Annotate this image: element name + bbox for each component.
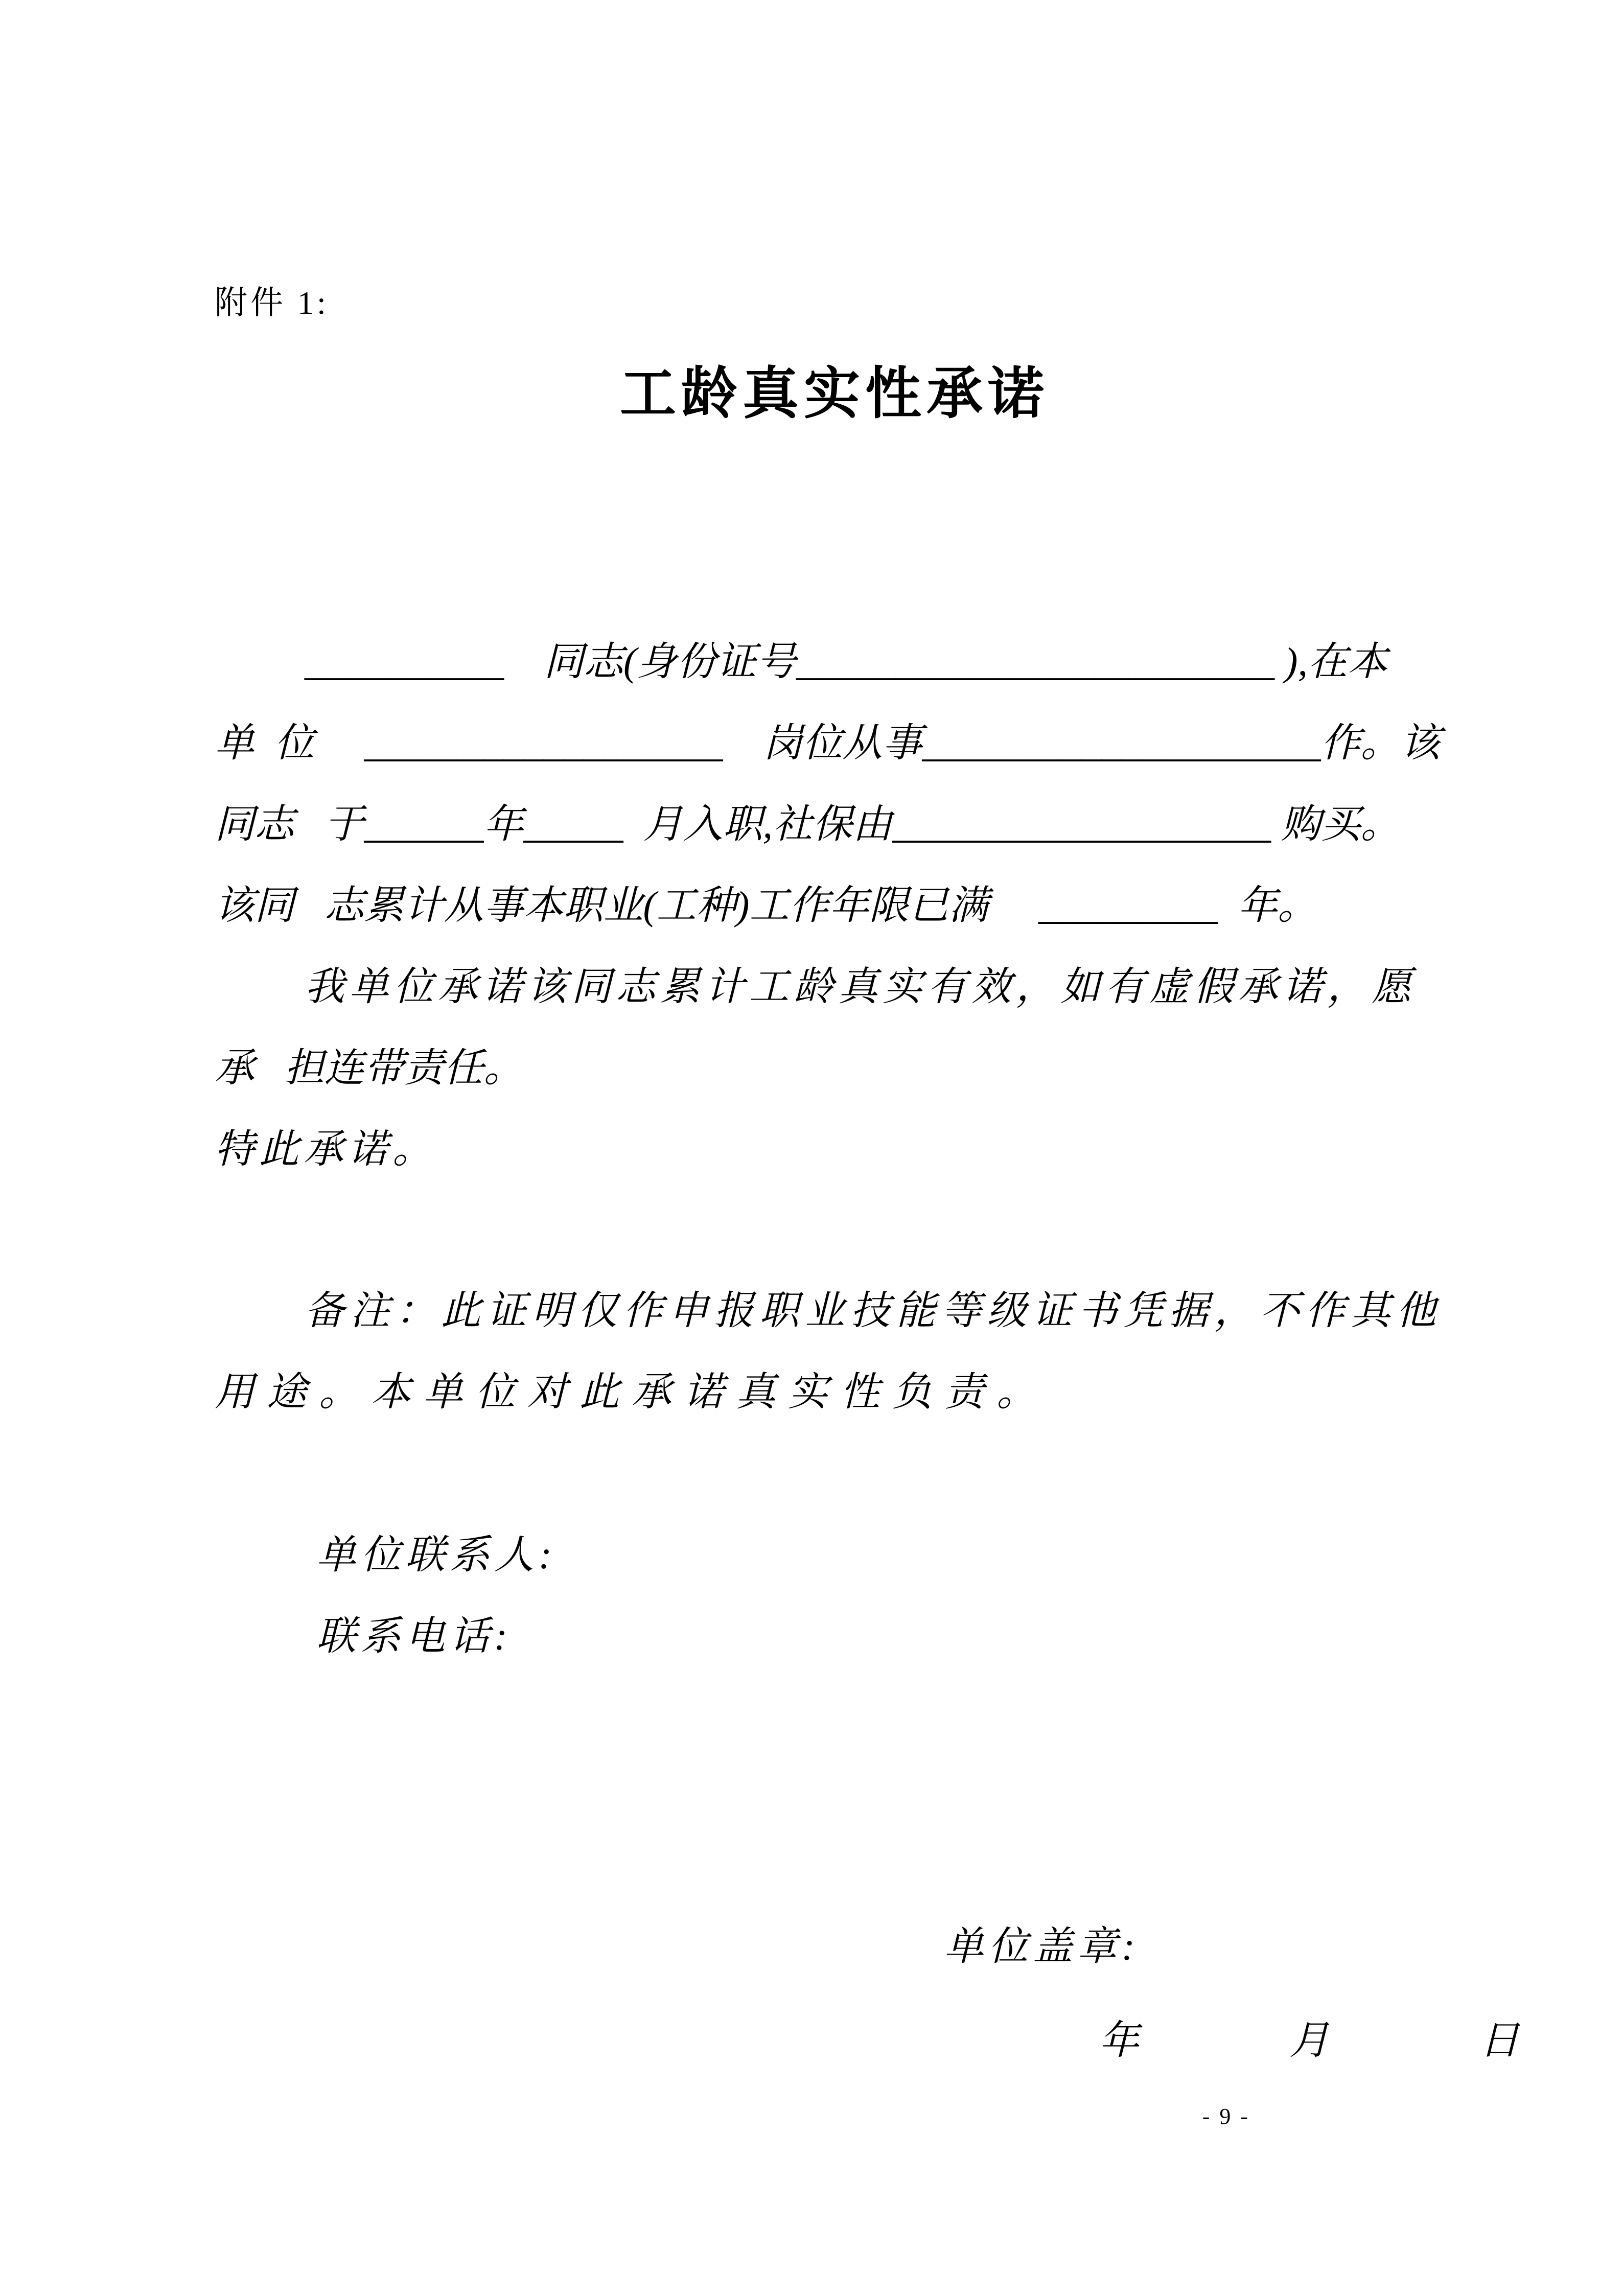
body-text: [215, 621, 1524, 2081]
line-note-part1: 备注：此证明仅作申报职业技能等级证书凭据，不作其他: [305, 1288, 1442, 1333]
contact-phone-label: 联系电话:: [316, 1614, 512, 1658]
date-line: 年 月 日: [1099, 2018, 1524, 2062]
line-years-of-service: 该同 志累计从事本职业(工种)工作年限已满 _________ 年。: [215, 883, 1317, 927]
document-content: [0, 279, 1623, 2132]
document-title: 工龄真实性承诺: [620, 363, 1049, 425]
line-name-and-id: __________ 同志(身份证号________________________ ),在本: [305, 639, 1387, 684]
line-commitment-part1: 我单位承诺该同志累计工龄真实有效，如有虚假承诺，愿: [305, 964, 1417, 1009]
line-entry-date-and-social-insurance: 同志 于______年_____ 月入职,社保由___________________ 购买。: [215, 802, 1401, 846]
seal-label: 单位盖章:: [944, 1924, 1140, 1968]
attachment-label: 附件 1:: [215, 285, 329, 321]
page-number: - 9 -: [1202, 2104, 1250, 2129]
line-unit-and-position: 单 位 __________________ 岗位从事____________________作。该: [215, 721, 1441, 765]
line-note-part2: 用途。本单位对此承诺真实性负责。: [215, 1370, 1049, 1414]
line-commitment-part2: 承 担连带责任。: [215, 1046, 524, 1090]
contact-person-label: 单位联系人:: [316, 1533, 557, 1577]
line-hereby-commit: 特此承诺。: [215, 1127, 437, 1171]
